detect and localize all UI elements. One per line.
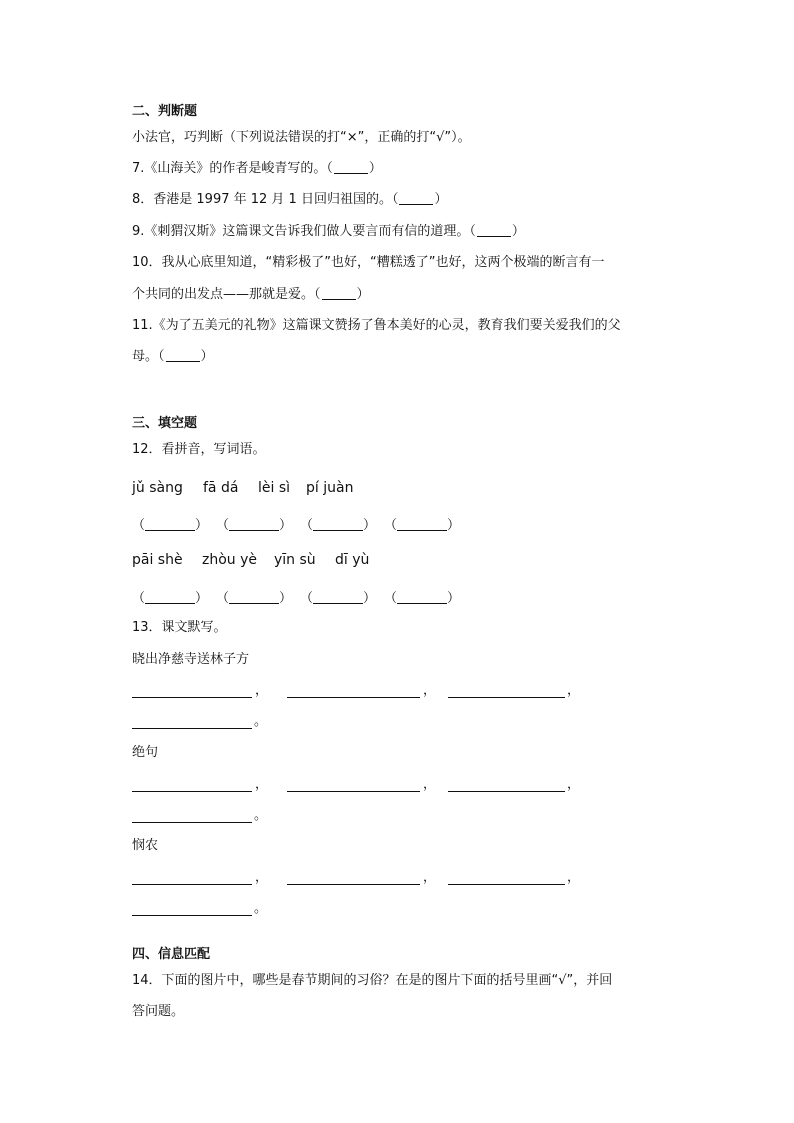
answer-box-row-2 [132, 587, 492, 605]
comma: ， [567, 777, 581, 792]
poem-blank[interactable] [132, 883, 252, 885]
question-9 [132, 223, 525, 241]
paren-open: （ [384, 591, 398, 606]
paren-close: ） [279, 518, 293, 533]
paren-close: ） [279, 591, 293, 606]
paren-open: （ [216, 591, 230, 606]
pinyin-item: lèi sì [258, 480, 291, 496]
answer-box[interactable] [300, 587, 376, 606]
poem-blank[interactable] [448, 790, 565, 792]
question-14-line1: 14．下面的图片中，哪些是春节期间的习俗？在是的图片下面的括号里画“√”，并回 [132, 973, 613, 988]
paren-open: （ [216, 518, 230, 533]
paren-close: ） [195, 518, 209, 533]
comma: ， [255, 777, 269, 792]
answer-box[interactable] [384, 587, 460, 606]
pinyin-item: pāi shè [132, 552, 183, 568]
comma: ， [423, 870, 437, 885]
paren-close: ） [200, 349, 214, 364]
answer-underline[interactable] [313, 518, 363, 531]
answer-underline[interactable] [313, 591, 363, 604]
answer-box[interactable] [132, 514, 208, 533]
answer-blank[interactable] [322, 298, 356, 300]
pinyin-item: zhòu yè [202, 552, 258, 568]
question-9-text: 9.《刺猬汉斯》这篇课文告诉我们做人要言而有信的道理。（ [132, 224, 476, 239]
paren-close: ） [363, 591, 377, 606]
answer-box[interactable] [132, 587, 208, 606]
answer-box[interactable] [216, 514, 292, 533]
pinyin-row-1 [132, 479, 532, 497]
poem-blank[interactable] [132, 914, 252, 916]
question-7 [132, 160, 382, 178]
question-12: 12．看拼音，写词语。 [132, 442, 266, 457]
poem-title-1: 晓出净慈寺送林子方 [132, 652, 250, 667]
poem-blank[interactable] [132, 821, 252, 823]
answer-blank[interactable] [166, 360, 200, 362]
answer-underline[interactable] [397, 591, 447, 604]
comma: ， [423, 683, 437, 698]
comma: ， [567, 870, 581, 885]
paren-open: （ [384, 518, 398, 533]
answer-underline[interactable] [145, 518, 195, 531]
comma: ， [255, 683, 269, 698]
pinyin-item: yīn sù [274, 552, 316, 568]
answer-blank[interactable] [399, 203, 433, 205]
question-10-line2 [132, 286, 370, 304]
pinyin-item: pí juàn [306, 480, 354, 496]
judgement-instruction: 小法官，巧判断（下列说法错误的打“×”，正确的打“√”）。 [132, 130, 471, 145]
section-title-judgement: 二、判断题 [132, 104, 198, 119]
answer-underline[interactable] [397, 518, 447, 531]
poem-blank[interactable] [287, 790, 420, 792]
period: 。 [254, 714, 268, 729]
comma: ， [255, 870, 269, 885]
paren-close: ） [447, 518, 461, 533]
answer-underline[interactable] [145, 591, 195, 604]
question-8-text: 8．香港是 1997 年 12 月 1 日回归祖国的。（ [132, 192, 399, 207]
question-14-line2: 答问题。 [132, 1004, 185, 1019]
answer-box[interactable] [384, 514, 460, 533]
poem-title-2: 绝句 [132, 745, 159, 760]
question-11-line2 [132, 348, 214, 366]
comma: ， [567, 683, 581, 698]
question-11-line1: 11.《为了五美元的礼物》这篇课文赞扬了鲁本美好的心灵，教育我们要关爱我们的父 [132, 318, 621, 333]
poem-blank[interactable] [448, 696, 565, 698]
paren-close: ） [511, 224, 525, 239]
poem-blank[interactable] [287, 883, 420, 885]
question-10-text: 个共同的出发点——那就是爱。（ [132, 287, 321, 302]
question-13: 13．课文默写。 [132, 620, 227, 635]
answer-box[interactable] [216, 587, 292, 606]
period: 。 [254, 901, 268, 916]
pinyin-row-2 [132, 551, 532, 569]
answer-blank[interactable] [477, 235, 511, 237]
paren-close: ） [195, 591, 209, 606]
answer-underline[interactable] [229, 591, 279, 604]
poem-blank[interactable] [287, 696, 420, 698]
poem-blank[interactable] [448, 883, 565, 885]
pinyin-item: dī yù [335, 552, 370, 568]
comma: ， [423, 777, 437, 792]
paren-close: ） [447, 591, 461, 606]
paren-open: （ [300, 518, 314, 533]
paren-close: ） [363, 518, 377, 533]
paren-open: （ [132, 591, 146, 606]
paren-close: ） [368, 161, 382, 176]
paren-open: （ [300, 591, 314, 606]
poem-blank[interactable] [132, 696, 252, 698]
paren-close: ） [434, 192, 448, 207]
question-7-text: 7.《山海关》的作者是峻青写的。（ [132, 161, 333, 176]
period: 。 [254, 808, 268, 823]
answer-blank[interactable] [334, 172, 368, 174]
section-title-matching: 四、信息匹配 [132, 947, 211, 962]
answer-box-row-1 [132, 514, 492, 532]
answer-underline[interactable] [229, 518, 279, 531]
answer-box[interactable] [300, 514, 376, 533]
pinyin-item: jǔ sàng [132, 480, 183, 496]
question-10-line1: 10．我从心底里知道，“精彩极了”也好，“糟糕透了”也好，这两个极端的断言有一 [132, 255, 605, 270]
pinyin-item: fā dá [203, 480, 239, 496]
poem-title-3: 悯农 [132, 838, 159, 853]
paren-open: （ [132, 518, 146, 533]
poem-blank[interactable] [132, 727, 252, 729]
question-8 [132, 191, 447, 209]
question-11-text: 母。（ [132, 349, 165, 364]
section-title-fill-in: 三、填空题 [132, 416, 198, 431]
poem-blank[interactable] [132, 790, 252, 792]
paren-close: ） [356, 287, 370, 302]
